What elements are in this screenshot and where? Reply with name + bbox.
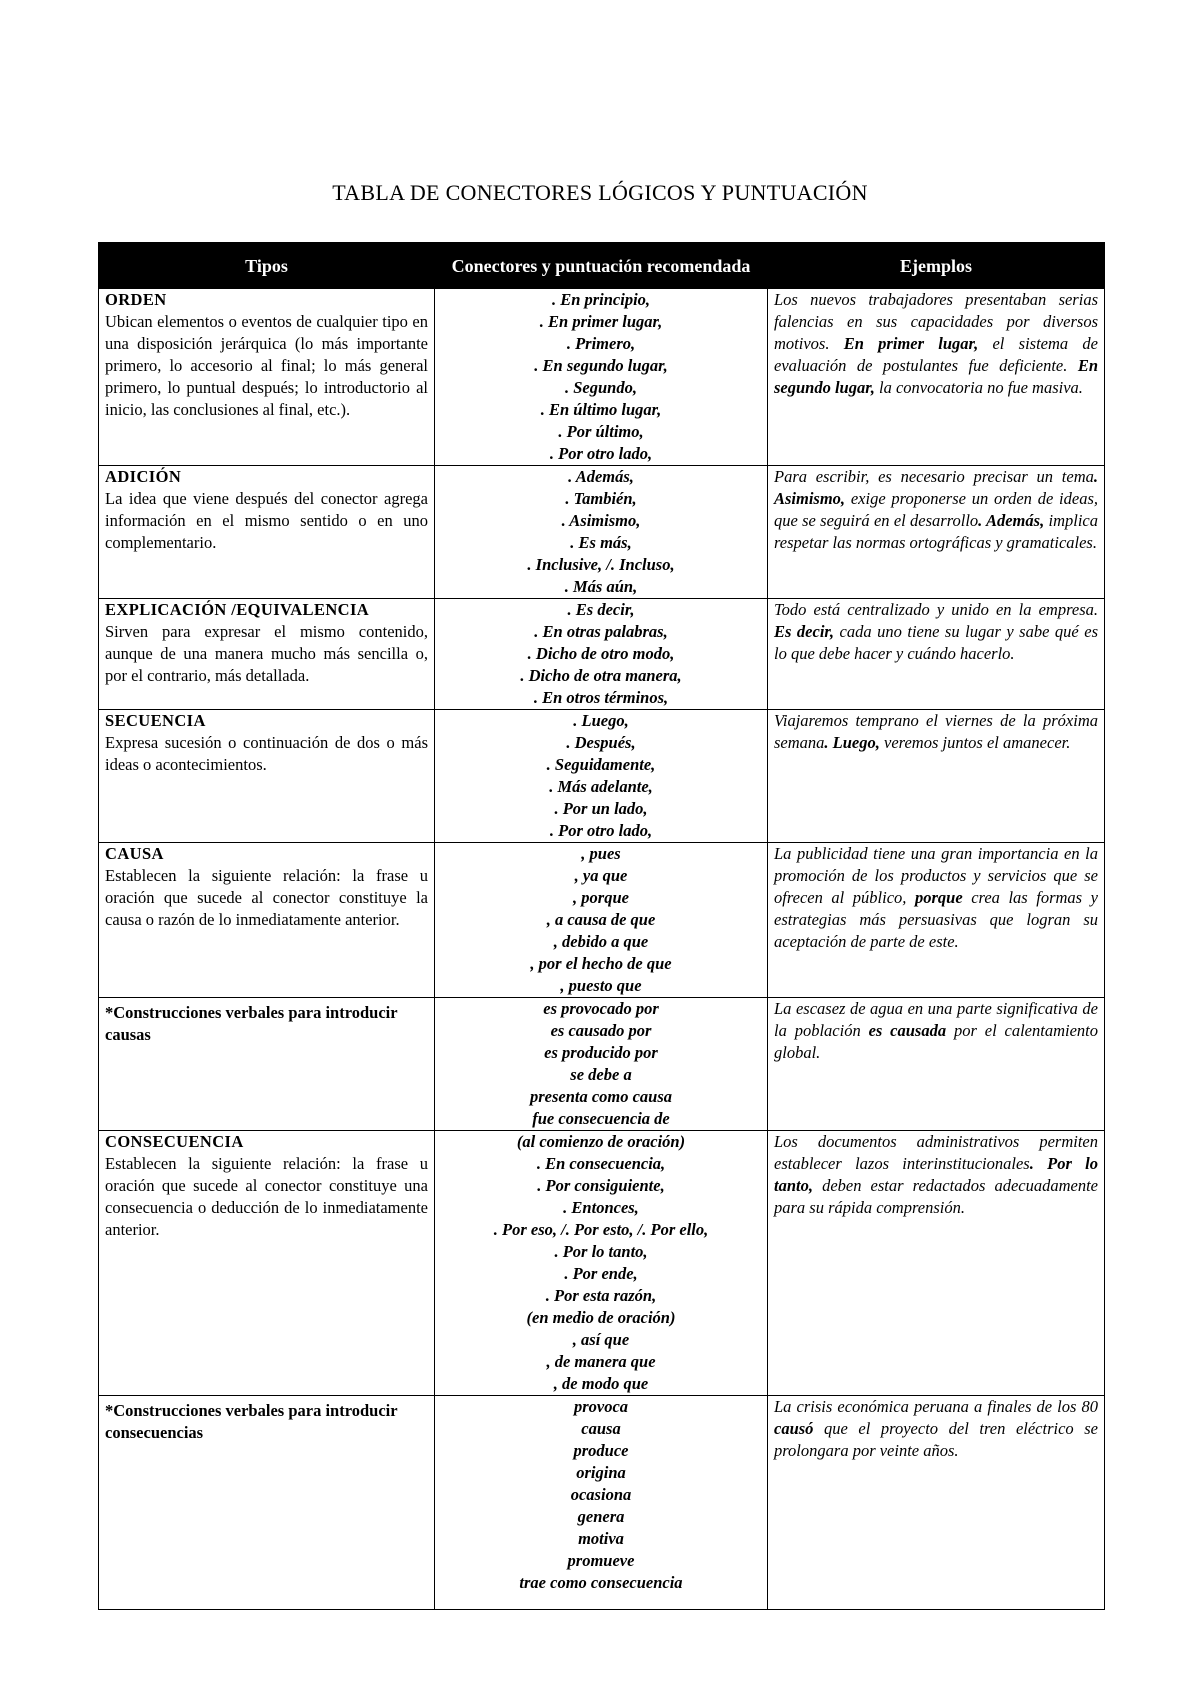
tipo-name: CAUSA bbox=[105, 844, 164, 863]
tipo-cell bbox=[99, 710, 435, 843]
tipo-description: Establecen la siguiente relación: la frase u oración que sucede al conector constituye una consecuencia o deducción de lo inmediatamente anterior. bbox=[105, 1154, 428, 1239]
example-cell bbox=[768, 466, 1105, 599]
tipo-name: EXPLICACIÓN /EQUIVALENCIA bbox=[105, 600, 370, 619]
connector-item: , por el hecho de que bbox=[530, 954, 672, 973]
connectors-cell bbox=[435, 1396, 768, 1610]
connector-item: es provocado por bbox=[543, 999, 659, 1018]
connector-item: . Por último, bbox=[558, 422, 644, 441]
example-text: veremos juntos el amanecer. bbox=[879, 733, 1071, 752]
connector-item: . Dicho de otro modo, bbox=[527, 644, 675, 663]
table-header-row bbox=[99, 243, 1105, 289]
table-row bbox=[99, 466, 1105, 599]
example-connector: En primer lugar, bbox=[843, 334, 979, 353]
example-connector: . Además, bbox=[978, 511, 1045, 530]
connector-item: , de modo que bbox=[553, 1374, 649, 1393]
table-row bbox=[99, 843, 1105, 998]
connectors-cell bbox=[435, 599, 768, 710]
table-row bbox=[99, 1131, 1105, 1396]
example-text: La escasez de agua en una parte significativa de la población bbox=[774, 999, 1098, 1040]
connector-item: , así que bbox=[572, 1330, 630, 1349]
connector-item: . Seguidamente, bbox=[546, 755, 656, 774]
tipo-name: ADICIÓN bbox=[105, 467, 182, 486]
connector-item: . Más adelante, bbox=[549, 777, 653, 796]
connector-item: . Por un lado, bbox=[554, 799, 648, 818]
connector-item: . En consecuencia, bbox=[536, 1154, 666, 1173]
connector-item: . En último lugar, bbox=[540, 400, 662, 419]
example-text: el sistema de evaluación de postulantes fue deficiente. bbox=[774, 334, 1098, 375]
connector-item: . Entonces, bbox=[563, 1198, 639, 1217]
table-row bbox=[99, 599, 1105, 710]
connector-item: . Además, bbox=[568, 467, 634, 486]
sub-heading: *Construcciones verbales para introducir consecuencias bbox=[105, 1401, 398, 1442]
example-text: Todo está centralizado y unido en la empresa. bbox=[774, 600, 1098, 619]
connectors-cell bbox=[435, 466, 768, 599]
connector-item: . Por otro lado, bbox=[549, 821, 653, 840]
connector-item: , a causa de que bbox=[546, 910, 656, 929]
example-text: deben estar redactados adecuadamente para su rápida comprensión. bbox=[774, 1176, 1098, 1217]
tipo-name: ORDEN bbox=[105, 290, 167, 309]
connector-item: , ya que bbox=[574, 866, 628, 885]
connector-item: . Primero, bbox=[566, 334, 636, 353]
example-text: que el proyecto del tren eléctrico se prolongara por veinte años. bbox=[774, 1419, 1098, 1460]
tipo-cell bbox=[99, 1396, 435, 1610]
connector-item: . Por consiguiente, bbox=[537, 1176, 665, 1195]
example-text: Los documentos administrativos permiten establecer lazos interinstitucionales bbox=[774, 1132, 1098, 1173]
connector-item: (en medio de oración) bbox=[526, 1308, 676, 1327]
connector-item: trae como consecuencia bbox=[519, 1573, 683, 1592]
connector-item: . Segundo, bbox=[565, 378, 637, 397]
example-connector: causó bbox=[774, 1419, 814, 1438]
connector-item: presenta como causa bbox=[529, 1087, 673, 1106]
connector-item: . En segundo lugar, bbox=[534, 356, 668, 375]
connector-item: , porque bbox=[573, 888, 629, 907]
header-conectores: Conectores y puntuación recomendada bbox=[435, 243, 768, 289]
tipo-cell bbox=[99, 599, 435, 710]
connector-item: es causado por bbox=[550, 1021, 652, 1040]
sub-heading: *Construcciones verbales para introducir causas bbox=[105, 1003, 398, 1044]
tipo-cell bbox=[99, 998, 435, 1131]
connector-item: . También, bbox=[565, 489, 637, 508]
connector-item: se debe a bbox=[570, 1065, 632, 1084]
tipo-cell bbox=[99, 1131, 435, 1396]
example-text: por el calentamiento global. bbox=[774, 1021, 1098, 1062]
example-text: implica respetar las normas ortográficas y gramaticales. bbox=[774, 511, 1098, 552]
table-row bbox=[99, 1396, 1105, 1610]
connector-item: . Después, bbox=[566, 733, 636, 752]
example-connector: En segundo lugar, bbox=[774, 356, 1098, 397]
connector-item: . Por esta razón, bbox=[545, 1286, 657, 1305]
connector-item: . Inclusive, /. Incluso, bbox=[527, 555, 675, 574]
example-text: crea las formas y estrategias más persuasivas que logran su aceptación de parte de este. bbox=[774, 888, 1098, 951]
connector-item: , de manera que bbox=[546, 1352, 656, 1371]
connector-item: , pues bbox=[581, 844, 621, 863]
example-cell bbox=[768, 1131, 1105, 1396]
connectors-cell bbox=[435, 843, 768, 998]
connectors-table bbox=[98, 242, 1105, 1610]
connector-item: genera bbox=[577, 1507, 625, 1526]
tipo-description: La idea que viene después del conector agrega información en el mismo sentido o en uno complementario. bbox=[105, 489, 428, 552]
connector-item: promueve bbox=[567, 1551, 635, 1570]
connector-item: provoca bbox=[573, 1397, 629, 1416]
tipo-cell bbox=[99, 289, 435, 466]
example-cell bbox=[768, 289, 1105, 466]
connector-item: produce bbox=[573, 1441, 629, 1460]
example-connector: . Por lo tanto, bbox=[774, 1154, 1098, 1195]
connector-item: causa bbox=[581, 1419, 621, 1438]
table-row bbox=[99, 289, 1105, 466]
connector-item: , debido a que bbox=[553, 932, 649, 951]
tipo-description: Ubican elementos o eventos de cualquier tipo en una disposición jerárquica (lo más importante primero, lo accesorio al final; lo más general primero, lo puntual después; lo introductorio al inicio, las conclusiones al final, etc.). bbox=[105, 312, 428, 419]
connector-item: origina bbox=[576, 1463, 626, 1482]
example-cell bbox=[768, 1396, 1105, 1610]
connector-item: . Por otro lado, bbox=[549, 444, 653, 463]
connector-item: . En otros términos, bbox=[533, 688, 669, 707]
example-text: exige proponerse un orden de ideas, que se seguirá en el desarrollo bbox=[774, 489, 1098, 530]
connector-item: . Dicho de otra manera, bbox=[520, 666, 682, 685]
connector-item: . En principio, bbox=[551, 290, 651, 309]
example-connector: . Luego, bbox=[824, 733, 880, 752]
tipo-description: Establecen la siguiente relación: la frase u oración que sucede al conector constituye la causa o razón de lo inmediatamente anterior. bbox=[105, 866, 428, 929]
header-ejemplos: Ejemplos bbox=[768, 243, 1105, 289]
connector-item: . Más aún, bbox=[564, 577, 638, 596]
table-row bbox=[99, 998, 1105, 1131]
tipo-name: SECUENCIA bbox=[105, 711, 206, 730]
example-text: Los nuevos trabajadores presentaban serias falencias en sus capacidades por diversos motivos. bbox=[774, 290, 1098, 353]
connector-item: (al comienzo de oración) bbox=[516, 1132, 686, 1151]
example-text: Viajaremos temprano el viernes de la próxima semana bbox=[774, 711, 1098, 752]
tipo-description: Sirven para expresar el mismo contenido, aunque de una manera mucho más sencilla o, por el contrario, más detallada. bbox=[105, 622, 428, 685]
connector-item: . Por ende, bbox=[564, 1264, 638, 1283]
connector-item: . Es decir, bbox=[567, 600, 635, 619]
example-connector: es causada bbox=[868, 1021, 947, 1040]
connectors-cell bbox=[435, 1131, 768, 1396]
connectors-cell bbox=[435, 289, 768, 466]
connector-item: . Es más, bbox=[570, 533, 632, 552]
connector-item: fue consecuencia de bbox=[532, 1109, 670, 1128]
page-title: TABLA DE CONECTORES LÓGICOS Y PUNTUACIÓN bbox=[332, 180, 868, 205]
example-connector: . Asimismo, bbox=[774, 467, 1098, 508]
connectors-cell bbox=[435, 998, 768, 1131]
connectors-cell bbox=[435, 710, 768, 843]
connector-item: . En otras palabras, bbox=[534, 622, 668, 641]
connector-item: . Por eso, /. Por esto, /. Por ello, bbox=[493, 1220, 709, 1239]
connector-item: . En primer lugar, bbox=[539, 312, 663, 331]
connector-item: . Luego, bbox=[573, 711, 629, 730]
table-row bbox=[99, 710, 1105, 843]
connector-item: motiva bbox=[578, 1529, 624, 1548]
example-cell bbox=[768, 599, 1105, 710]
tipo-cell bbox=[99, 843, 435, 998]
example-text: la convocatoria no fue masiva. bbox=[874, 378, 1083, 397]
example-cell bbox=[768, 710, 1105, 843]
connector-item: , puesto que bbox=[560, 976, 642, 995]
connector-item: . Por lo tanto, bbox=[554, 1242, 648, 1261]
header-tipos: Tipos bbox=[99, 243, 435, 289]
example-cell bbox=[768, 998, 1105, 1131]
example-text: cada uno tiene su lugar y sabe qué es lo que debe hacer y cuándo hacerlo. bbox=[774, 622, 1098, 663]
connector-item: ocasiona bbox=[570, 1485, 632, 1504]
connector-item: . Asimismo, bbox=[561, 511, 641, 530]
tipo-cell bbox=[99, 466, 435, 599]
example-connector: porque bbox=[914, 888, 963, 907]
connector-item: es producido por bbox=[544, 1043, 658, 1062]
example-cell bbox=[768, 843, 1105, 998]
example-text: La crisis económica peruana a finales de los 80 bbox=[774, 1397, 1098, 1416]
tipo-description: Expresa sucesión o continuación de dos o más ideas o acontecimientos. bbox=[105, 733, 428, 774]
example-connector: Es decir, bbox=[774, 622, 835, 641]
example-text: La publicidad tiene una gran importancia en la promoción de los productos y servicios que se ofrecen al público, bbox=[774, 844, 1098, 907]
tipo-name: CONSECUENCIA bbox=[105, 1132, 244, 1151]
example-text: Para escribir, es necesario precisar un tema bbox=[774, 467, 1094, 486]
